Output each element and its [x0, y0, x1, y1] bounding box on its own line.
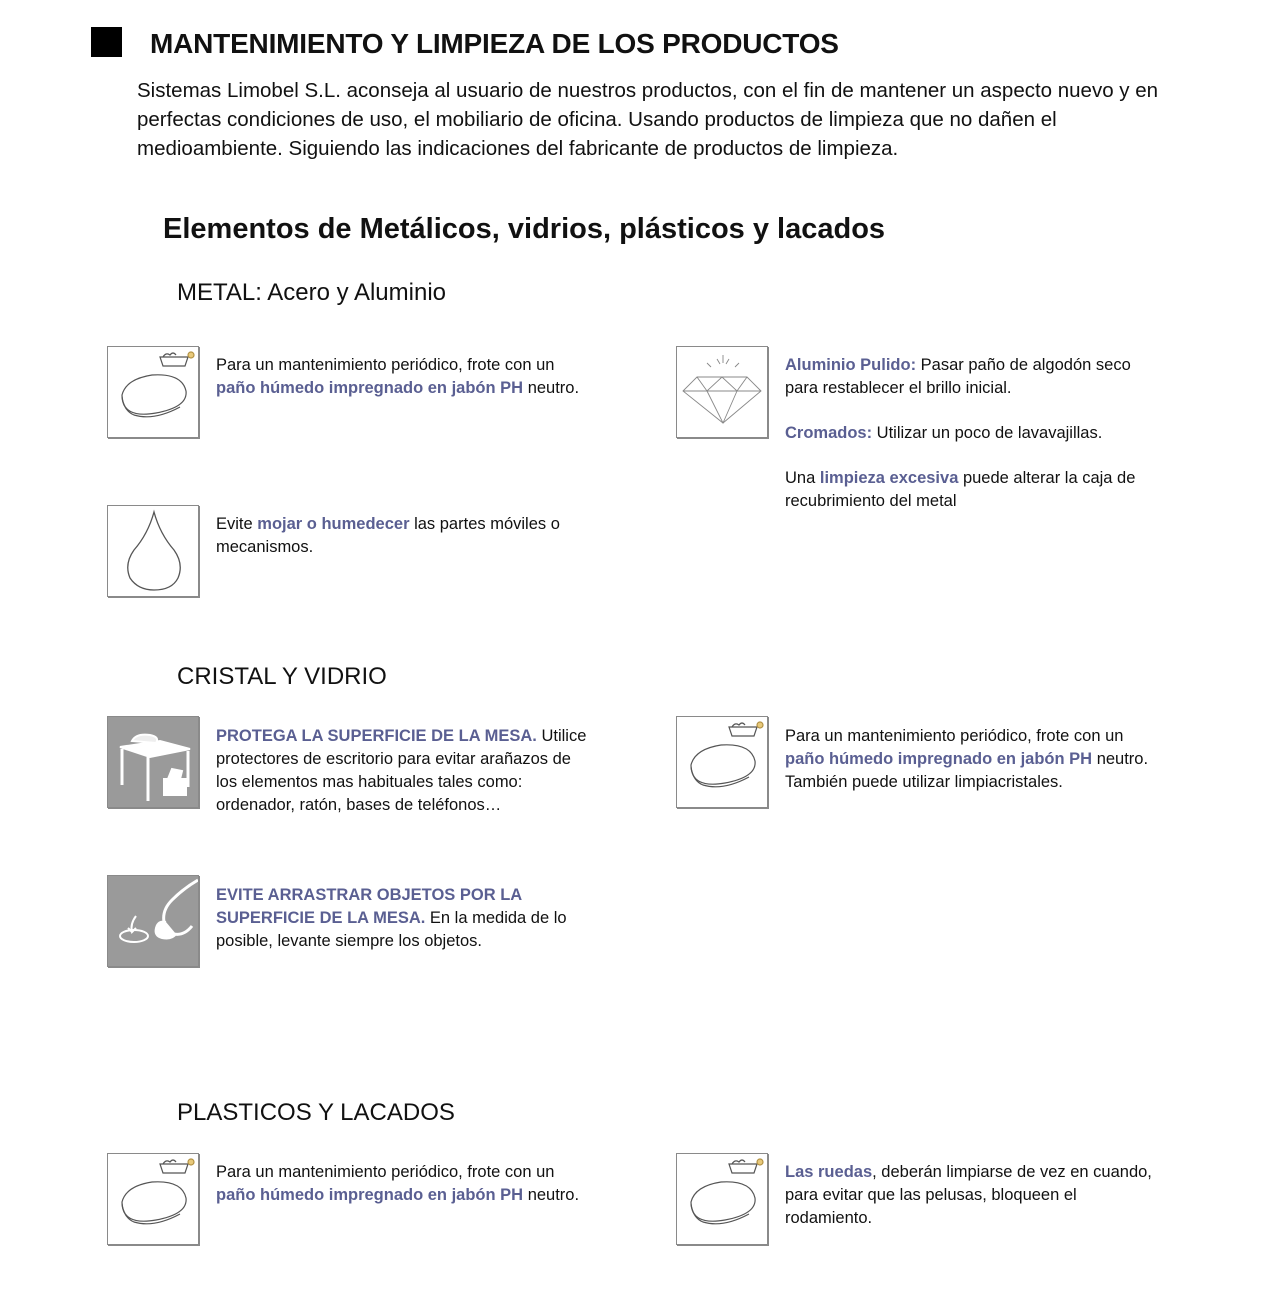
plasticos-item-1-text: Para un mantenimiento periódico, frote con un paño húmedo impregnado en jabón PH neutro.: [216, 1163, 580, 1204]
metal-heading: METAL: Acero y Aluminio: [177, 279, 446, 306]
metal-item-3-text: Evite mojar o humedecer las partes móviles o mecanismos.: [216, 515, 560, 556]
cristal-heading: CRISTAL Y VIDRIO: [177, 663, 387, 690]
plasticos-heading: PLASTICOS Y LACADOS: [177, 1099, 455, 1126]
diamond-icon: [676, 346, 768, 438]
cristal-item-2-text: Para un mantenimiento periódico, frote con un paño húmedo impregnado en jabón PH neutro. También puede utilizar limpiacristales.: [785, 727, 1149, 791]
section-bullet: [91, 27, 122, 57]
soap-bar-icon: [107, 1153, 199, 1245]
lift-objects-icon: [107, 875, 199, 967]
desk-protector-icon: [107, 716, 199, 808]
intro-paragraph: Sistemas Limobel S.L. aconseja al usuario de nuestros productos, con el fin de mantener un aspecto nuevo y en perfectas condiciones de uso, el mobiliario de oficina. Usando productos de limpieza que no dañen el medioambiente. Siguiendo las indicaciones del fabricante de productos de limpieza.: [137, 79, 1159, 160]
page-title: MANTENIMIENTO Y LIMPIEZA DE LOS PRODUCTOS: [150, 28, 839, 59]
soap-bar-icon: [676, 716, 768, 808]
plasticos-item-2-text: Las ruedas, deberán limpiarse de vez en cuando, para evitar que las pelusas, bloqueen el rodamiento.: [785, 1163, 1152, 1227]
materials-subtitle: Elementos de Metálicos, vidrios, plásticos y lacados: [163, 213, 886, 245]
metal-item-2-text: Aluminio Pulido: Pasar paño de algodón seco para restablecer el brillo inicial. Cromados: Utilizar un poco de lavavajillas. Una limpieza excesiva puede alterar la caja de recubrimiento del metal: [785, 356, 1136, 510]
soap-bar-icon: [107, 346, 199, 438]
metal-item-1-text: Para un mantenimiento periódico, frote con un paño húmedo impregnado en jabón PH neutro.: [216, 356, 580, 397]
cristal-item-3-text: EVITE ARRASTRAR OBJETOS POR LA SUPERFICIE DE LA MESA. En la medida de lo posible, levante siempre los objetos.: [216, 886, 567, 950]
water-drop-icon: [107, 505, 199, 597]
soap-bar-icon: [676, 1153, 768, 1245]
cristal-item-1-text: PROTEGA LA SUPERFICIE DE LA MESA. Utilice protectores de escritorio para evitar arañazos de los elementos mas habituales tales como: ordenador, ratón, bases de teléfonos…: [216, 727, 587, 814]
